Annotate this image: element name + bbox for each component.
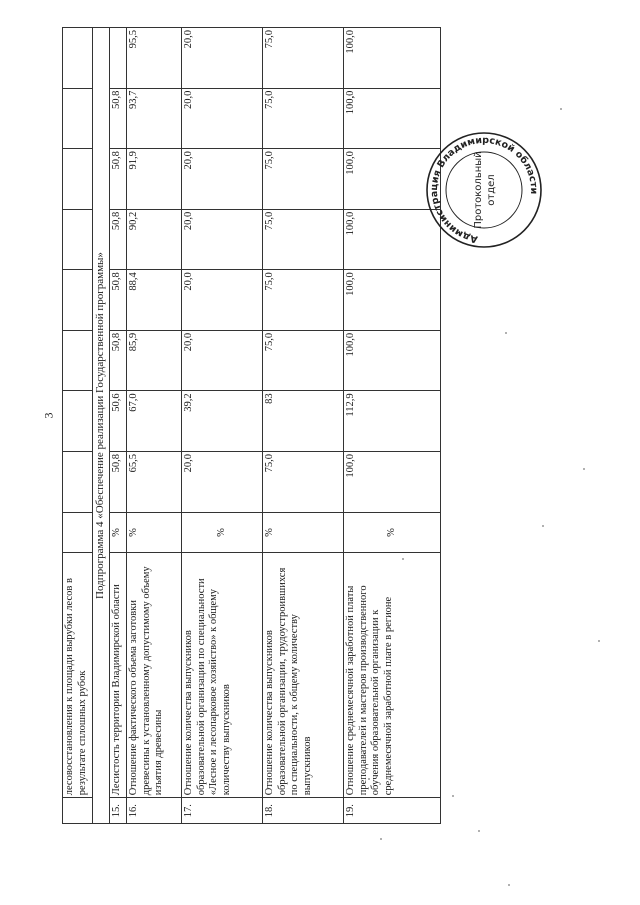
row-number: 18. xyxy=(263,798,344,824)
indicator-name: Отношение среднемесячной заработной платы преподавателей и мастеров производственного обучения образовательной организации к среднемесячной заработной плате в регионе xyxy=(344,553,441,798)
value-cell: 20,0 xyxy=(182,451,263,512)
stamp-outer-ring xyxy=(427,133,541,247)
value-cell: 75,0 xyxy=(263,88,344,149)
indicator-name: Лесистость территории Владимирской области xyxy=(110,553,127,798)
row-number: 17. xyxy=(182,798,263,824)
value-cell xyxy=(110,28,127,89)
unit-cell: % xyxy=(344,512,441,553)
table-row xyxy=(182,28,263,824)
subprogram-header: Подпрограмма 4 «Обеспечение реализации Государственной программы» xyxy=(93,28,110,824)
table-cell xyxy=(63,88,93,149)
value-cell: 91,9 xyxy=(127,149,182,210)
value-cell: 112,9 xyxy=(344,391,441,452)
value-cell: 85,9 xyxy=(127,330,182,391)
value-cell: 100,0 xyxy=(344,28,441,89)
value-cell: 100,0 xyxy=(344,88,441,149)
value-cell: 20,0 xyxy=(182,270,263,331)
indicator-name: Отношение количества выпускников образовательной организации по специальности «Лесное и лесопарковое хозяйство» к общему количеству выпускников xyxy=(182,553,263,798)
indicator-name: Отношение фактического объема заготовки древесины к установленному допустимому объему изъятия древесины xyxy=(127,553,182,798)
value-cell: 100,0 xyxy=(344,330,441,391)
value-cell: 20,0 xyxy=(182,28,263,89)
value-cell: 20,0 xyxy=(182,330,263,391)
value-cell: 83 xyxy=(263,391,344,452)
row-number: 16. xyxy=(127,798,182,824)
table-cell xyxy=(63,149,93,210)
table-row xyxy=(263,28,344,824)
unit-cell: % xyxy=(127,512,182,553)
value-cell: 75,0 xyxy=(263,28,344,89)
value-cell: 88,4 xyxy=(127,270,182,331)
value-cell: 100,0 xyxy=(344,270,441,331)
indicators-table xyxy=(62,27,441,824)
table-cell xyxy=(63,798,93,824)
unit-cell: % xyxy=(263,512,344,553)
value-cell: 20,0 xyxy=(182,209,263,270)
value-cell: 20,0 xyxy=(182,88,263,149)
value-cell: 75,0 xyxy=(263,451,344,512)
value-cell: 50,8 xyxy=(110,270,127,331)
stamp-inner-ring xyxy=(446,152,522,228)
value-cell: 75,0 xyxy=(263,270,344,331)
table-row xyxy=(127,28,182,824)
table-cell xyxy=(63,28,93,89)
stamp-center-line1: Протокольный xyxy=(473,151,484,229)
table-row xyxy=(110,28,127,824)
value-cell: 50,8 xyxy=(110,330,127,391)
value-cell: 39,2 xyxy=(182,391,263,452)
value-cell: 67,0 xyxy=(127,391,182,452)
value-cell: 50,6 xyxy=(110,391,127,452)
stamp-center-line2: отдел xyxy=(486,174,497,206)
stamp-ring-text: Администрация Владимирской области xyxy=(428,134,540,245)
row-number: 19. xyxy=(344,798,441,824)
value-cell: 65,5 xyxy=(127,451,182,512)
value-cell: 90,2 xyxy=(127,209,182,270)
value-cell: 50,8 xyxy=(110,88,127,149)
value-cell: 93,7 xyxy=(127,88,182,149)
table-row-continuation xyxy=(63,28,93,824)
value-cell: 50,8 xyxy=(110,451,127,512)
value-cell: 100,0 xyxy=(344,209,441,270)
value-cell: 50,8 xyxy=(110,209,127,270)
value-cell: 20,0 xyxy=(182,149,263,210)
table-cell xyxy=(63,270,93,331)
unit-cell: % xyxy=(110,512,127,553)
table-cell xyxy=(63,391,93,452)
value-cell: 100,0 xyxy=(344,149,441,210)
value-cell: 95,5 xyxy=(127,28,182,89)
table-row-subheader xyxy=(93,28,110,824)
value-cell: 75,0 xyxy=(263,209,344,270)
table-cell xyxy=(63,512,93,553)
table-cell xyxy=(63,451,93,512)
continuation-text: лесовосстановления к площади вырубки лесов в результате сплошных рубок xyxy=(63,553,93,798)
table-cell xyxy=(63,209,93,270)
official-stamp xyxy=(424,130,544,250)
table-cell xyxy=(63,330,93,391)
value-cell: 100,0 xyxy=(344,451,441,512)
unit-cell: % xyxy=(182,512,263,553)
value-cell: 75,0 xyxy=(263,330,344,391)
row-number: 15. xyxy=(110,798,127,824)
value-cell: 75,0 xyxy=(263,149,344,210)
page-number: 3 xyxy=(41,412,56,419)
indicator-name: Отношение количества выпускников образовательной организации, трудоустроившихся по специальности, к общему количеству выпускников xyxy=(263,553,344,798)
value-cell: 50,8 xyxy=(110,149,127,210)
